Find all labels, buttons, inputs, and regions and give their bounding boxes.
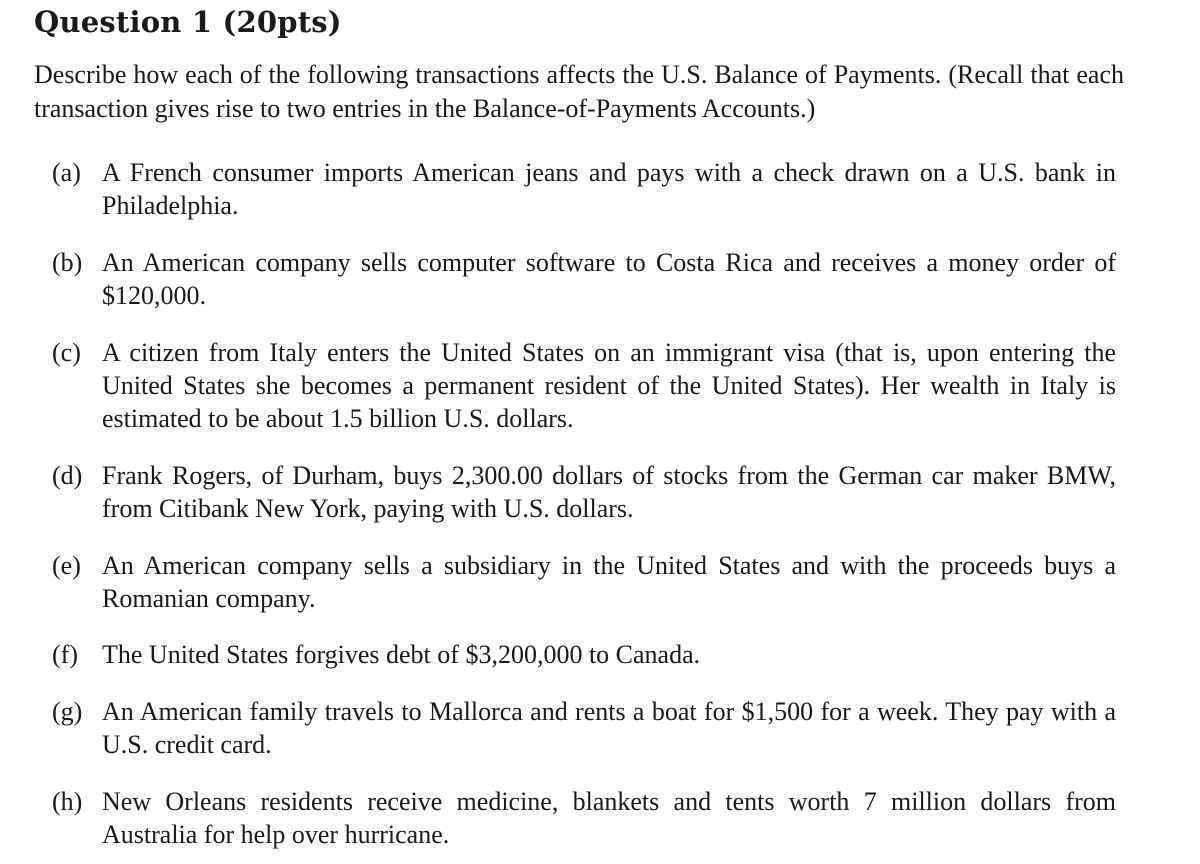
list-item-b xyxy=(52,246,1116,312)
list-item-f xyxy=(52,638,1116,671)
item-label: (f) xyxy=(52,640,78,669)
item-text: A French consumer imports American jeans and pays with a check drawn on a U.S. bank in Philadelphia. xyxy=(102,158,1116,220)
item-text: An American family travels to Mallorca and rents a boat for $1,500 for a week. They pay with a U.S. credit card. xyxy=(102,697,1116,759)
list-item-e xyxy=(52,549,1116,615)
item-label: (a) xyxy=(52,158,81,187)
list-item-d xyxy=(52,459,1116,525)
item-text: New Orleans residents receive medicine, blankets and tents worth 7 million dollars from Australia for help over hurricane. xyxy=(102,787,1116,849)
item-label: (b) xyxy=(52,248,83,277)
item-label: (e) xyxy=(52,551,81,580)
question-title: Question 1 (20pts) xyxy=(34,5,342,39)
item-label: (g) xyxy=(52,697,83,726)
list-item-c xyxy=(52,336,1116,435)
item-text: An American company sells computer software to Costa Rica and receives a money order of $120,000. xyxy=(102,248,1116,310)
item-text: Frank Rogers, of Durham, buys 2,300.00 dollars of stocks from the German car maker BMW, from Citibank New York, paying with U.S. dollars. xyxy=(102,461,1116,523)
item-text: The United States forgives debt of $3,200,000 to Canada. xyxy=(102,640,701,669)
item-label: (c) xyxy=(52,338,81,367)
question-intro: Describe how each of the following transactions affects the U.S. Balance of Payments. (Recall that each transaction gives rise to two entries in the Balance-of-Payments Accounts.) xyxy=(34,60,1124,123)
item-label: (d) xyxy=(52,461,83,490)
list-item-a xyxy=(52,156,1116,222)
list-item-g xyxy=(52,695,1116,761)
item-label: (h) xyxy=(52,787,83,816)
item-text: A citizen from Italy enters the United States on an immigrant visa (that is, upon entering the United States she becomes a permanent resident of the United States). Her wealth in Italy is estimated to be about 1.5 billion U.S. dollars. xyxy=(102,338,1116,433)
list-item-h xyxy=(52,785,1116,851)
item-text: An American company sells a subsidiary in the United States and with the proceeds buys a Romanian company. xyxy=(102,551,1116,613)
